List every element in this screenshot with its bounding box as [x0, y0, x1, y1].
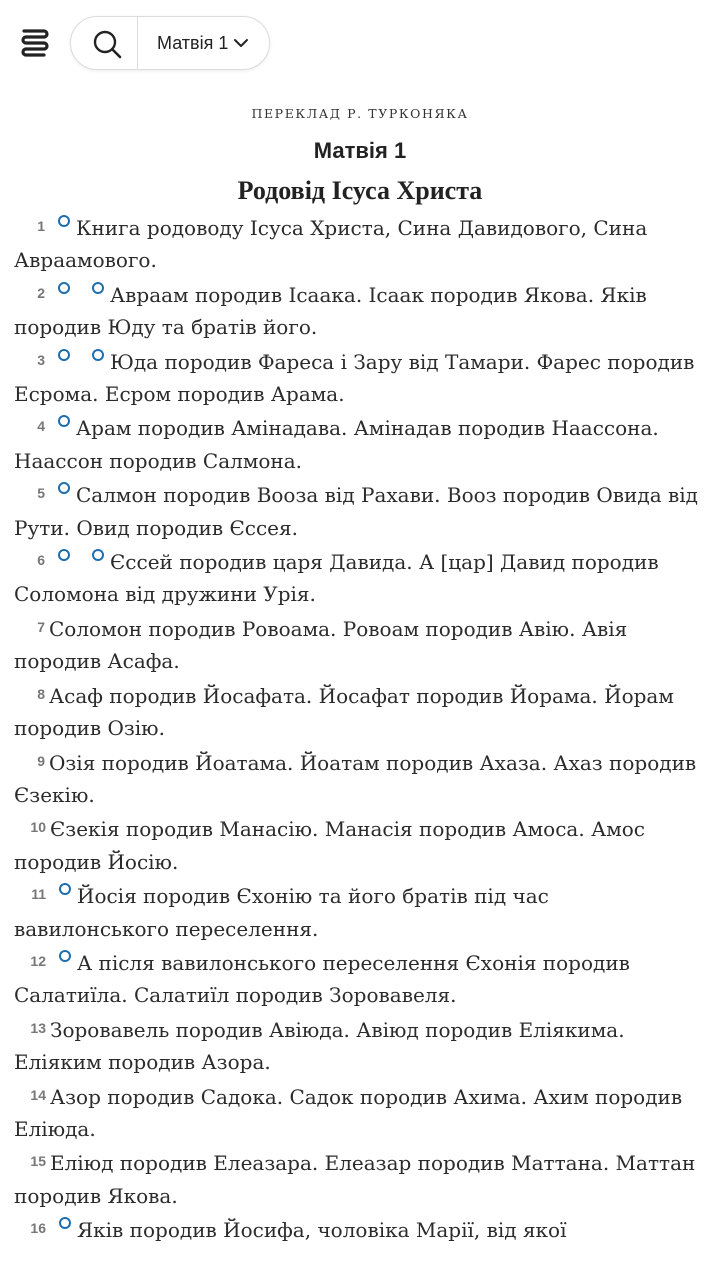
- menu-lines-icon[interactable]: [14, 24, 58, 64]
- verse-list: [14, 210, 704, 1277]
- verse-number: 11: [31, 886, 46, 903]
- verse-text: Яків породив Йосифа, чоловіка Марії, від якої: [77, 1218, 567, 1243]
- verse[interactable]: [14, 1079, 704, 1146]
- verse-number: 9: [37, 752, 45, 769]
- footnote-marker-icon[interactable]: [92, 282, 104, 294]
- verse-text: Асаф породив Йосафата. Йосафат породив Йорама. Йорам породив Озію.: [14, 683, 674, 741]
- verse-number: 8: [37, 685, 45, 702]
- footnote-marker-icon[interactable]: [59, 1217, 71, 1229]
- verse-number: 16: [30, 1220, 46, 1237]
- verse-text: Соломон породив Ровоама. Ровоам породив Авію. Авія породив Асафа.: [14, 616, 628, 674]
- verse-number: 12: [30, 952, 46, 969]
- footnote-marker-icon[interactable]: [58, 282, 70, 294]
- verse-number: 7: [37, 618, 45, 635]
- verse[interactable]: [14, 544, 704, 611]
- verse-text: Книга родоводу Ісуса Христа, Сина Давидового, Сина Авраамового.: [14, 216, 648, 273]
- footnote-marker-icon[interactable]: [92, 549, 104, 561]
- verse-number: 6: [37, 552, 45, 569]
- book-chapter-label: Матвія 1: [157, 32, 229, 53]
- book-chapter-dropdown[interactable]: [138, 17, 269, 69]
- book-selector-pill: [70, 16, 270, 70]
- top-bar: [0, 0, 720, 90]
- verse-number: 15: [30, 1153, 46, 1170]
- verse[interactable]: [14, 277, 704, 344]
- verse-text: Азор породив Садока. Садок породив Ахима. Ахим породив Еліюда.: [14, 1084, 683, 1141]
- verse-text: Еліюд породив Елеазара. Елеазар породив Маттана. Маттан породив Якова.: [14, 1151, 696, 1208]
- verse[interactable]: [14, 1212, 704, 1277]
- footnote-marker-icon[interactable]: [58, 349, 70, 361]
- verse-text: Зоровавель породив Авіюда. Авіюд породив Еліякима. Еліяким породив Азора.: [14, 1017, 625, 1075]
- verse-number: 4: [37, 418, 45, 435]
- verse[interactable]: [14, 344, 704, 411]
- chevron-down-icon: [233, 35, 249, 51]
- verse-text: Салмон породив Вооза від Рахави. Вооз породив Овида від Рути. Овид породив Єссея.: [14, 483, 698, 540]
- footnote-marker-icon[interactable]: [59, 883, 71, 895]
- verse[interactable]: [14, 477, 704, 544]
- verse[interactable]: [14, 611, 704, 678]
- footnote-marker-icon[interactable]: [58, 482, 70, 494]
- verse[interactable]: [14, 410, 704, 477]
- footnote-marker-icon[interactable]: [92, 349, 104, 361]
- search-button[interactable]: [71, 17, 137, 69]
- verse[interactable]: [14, 811, 704, 878]
- verse-text: Єссей породив царя Давида. А [цар] Давид породив Соломона від дружини Урія.: [14, 550, 659, 607]
- verse-text: Юда породив Фареса і Зару від Тамари. Фарес породив Есрома. Есром породив Арама.: [14, 349, 695, 407]
- verse-number: 10: [30, 819, 46, 836]
- verse[interactable]: [14, 945, 704, 1012]
- translation-title: ПЕРЕКЛАД Р. ТУРКОНЯКА: [251, 106, 469, 121]
- verse[interactable]: [14, 210, 704, 277]
- verse-number: 3: [37, 351, 45, 368]
- verse-number: 1: [37, 218, 45, 234]
- section-heading: Родовід Ісуса Христа: [237, 176, 483, 205]
- footnote-marker-icon[interactable]: [58, 415, 70, 427]
- verse-number: 13: [30, 1019, 46, 1036]
- verse-text: Озія породив Йоатама. Йоатам породив Ахаза. Ахаз породив Єзекію.: [14, 750, 697, 807]
- verse[interactable]: [14, 745, 704, 812]
- verse-text: Авраам породив Ісаака. Ісаак породив Якова. Яків породив Юду та братів його.: [14, 282, 647, 340]
- footnote-marker-icon[interactable]: [58, 549, 70, 561]
- verse[interactable]: [14, 1145, 704, 1212]
- verse-text: Йосія породив Єхонію та його братів під час вавилонського переселення.: [14, 884, 549, 941]
- chapter-title: Матвія 1: [313, 138, 407, 163]
- verse-number: 5: [37, 485, 45, 502]
- verse[interactable]: [14, 1012, 704, 1079]
- footnote-marker-icon[interactable]: [58, 215, 70, 227]
- verse[interactable]: [14, 878, 704, 945]
- verse-text: А після вавилонського переселення Єхонія породив Салатиїла. Салатиїл породив Зоровавеля.: [14, 950, 630, 1008]
- verse[interactable]: [14, 678, 704, 745]
- verse-number: 2: [37, 284, 45, 301]
- verse-text: Арам породив Амінадава. Амінадав породив Наассона. Наассон породив Салмона.: [14, 416, 659, 473]
- search-icon: [71, 17, 137, 69]
- verse-number: 14: [30, 1086, 46, 1103]
- footnote-marker-icon[interactable]: [59, 950, 71, 962]
- verse-text: Єзекія породив Манасію. Манасія породив Амоса. Амос породив Йосію.: [14, 817, 646, 874]
